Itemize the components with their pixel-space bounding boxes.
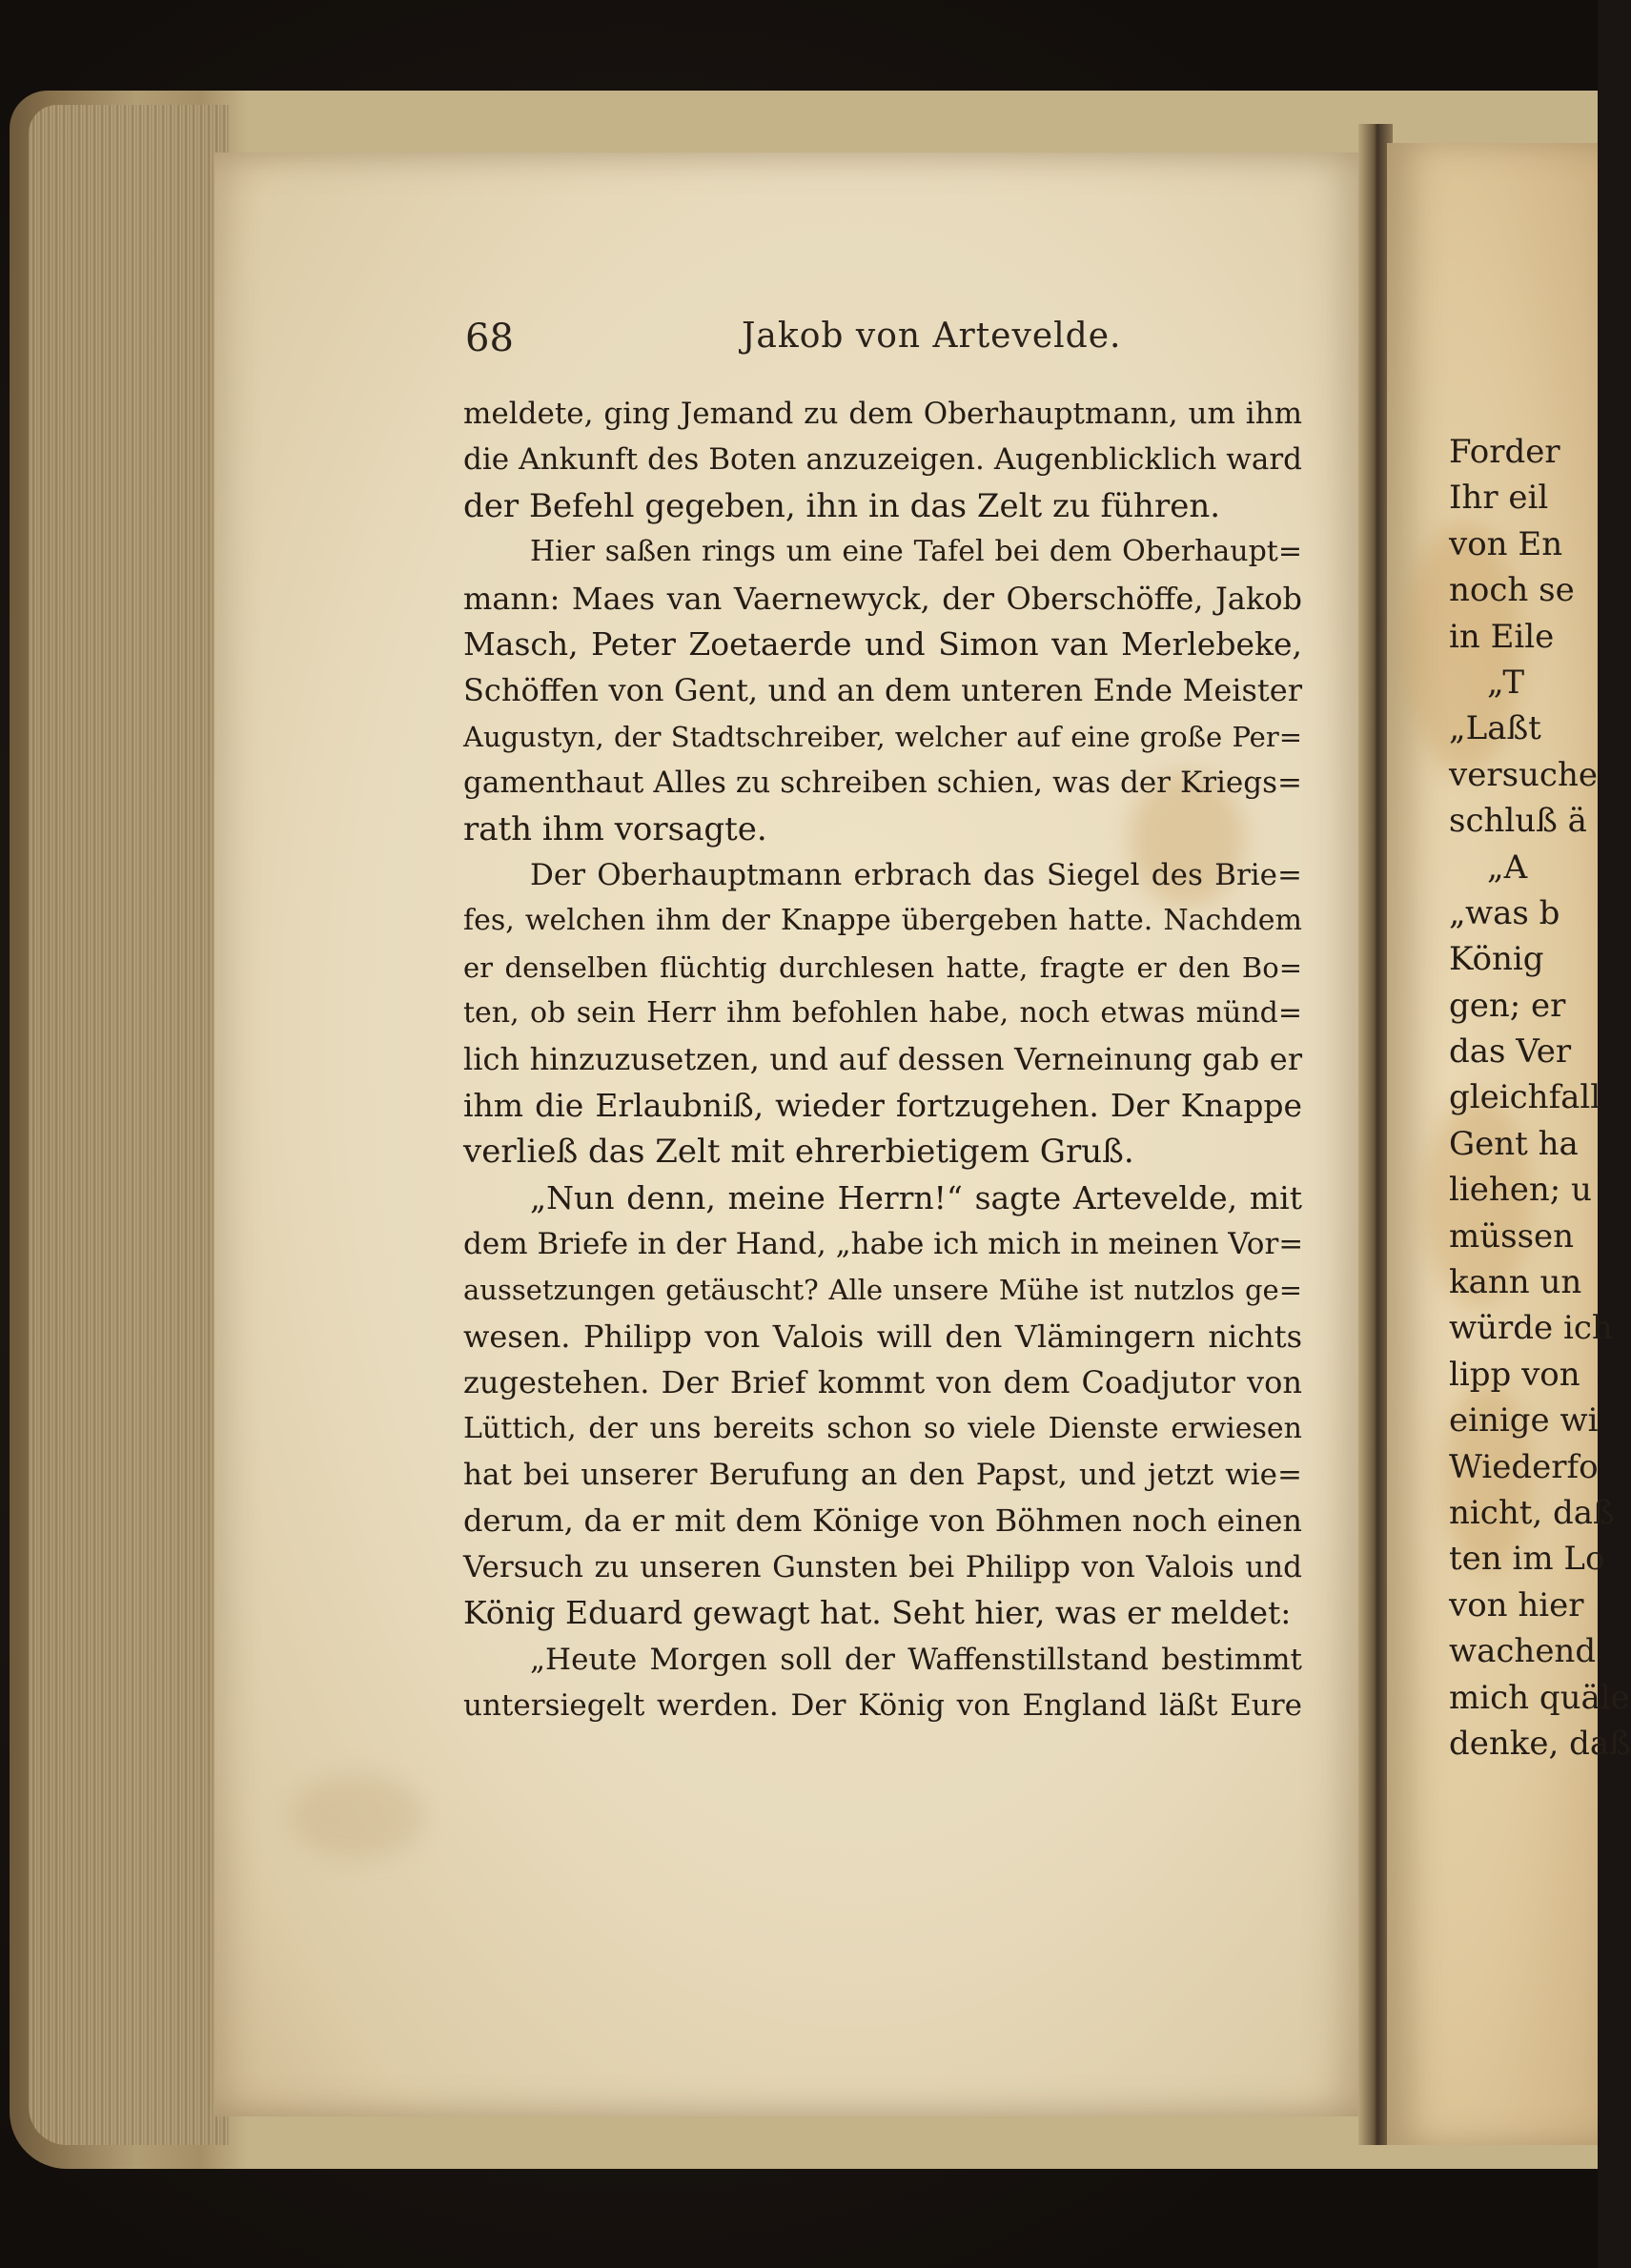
text-line: Augustyn, der Stadtschreiber, welcher auf eine große Per= [463,720,1302,753]
text-line: von En [1449,524,1563,563]
text-line: versuche [1449,755,1598,794]
text-line: Der Oberhauptmann erbrach das Siegel des Brie= [530,857,1302,892]
text-line: gen; er [1449,986,1566,1025]
text-line: kann un [1449,1263,1582,1302]
text-line: der Befehl gegeben, ihn in das Zelt zu führen. [463,486,1221,525]
text-line: Hier saßen rings um eine Tafel bei dem Oberhaupt= [530,535,1302,569]
running-head: Jakob von Artevelde. [742,317,1122,356]
text-line: lich hinzuzusetzen, und auf dessen Verneinung gab er [463,1041,1302,1078]
text-line: König [1449,940,1544,979]
text-line: untersiegelt werden. Der König von England läßt Eure [463,1687,1302,1723]
text-line: „A [1487,848,1528,887]
text-line: Masch, Peter Zoetaerde und Simon van Merlebeke, [463,624,1302,663]
text-line: müssen [1449,1216,1575,1256]
text-line: Versuch zu unseren Gunsten bei Philipp von Valois und [463,1549,1302,1584]
text-line: würde ich [1449,1309,1613,1348]
text-line: mich quäle [1449,1678,1630,1717]
page-number: 68 [465,317,514,360]
left-page-text [463,391,1302,1728]
text-line: König Eduard gewagt hat. Seht hier, was er meldet: [463,1594,1292,1632]
foxing-stain [291,1773,424,1859]
text-line: von hier [1449,1585,1584,1624]
text-line: ihm die Erlaubniß, wieder fortzugehen. Der Knappe [463,1086,1302,1124]
text-line: nicht, daß [1449,1493,1615,1532]
text-line: schluß ä [1449,802,1587,841]
text-line: derum, da er mit dem Könige von Böhmen noch einen [463,1502,1302,1540]
text-line: einige wi [1449,1401,1599,1440]
text-line: er denselben flüchtig durchlesen hatte, fragte er den Bo= [463,950,1302,984]
text-line: fes, welchen ihm der Knappe übergeben hatte. Nachdem [463,904,1302,938]
text-line: mann: Maes van Vaernewyck, der Oberschöffe, Jakob [463,580,1302,617]
text-line: Ihr eil [1449,479,1549,518]
text-line: „Laßt [1449,709,1541,748]
text-line: Lüttich, der uns bereits schon so viele Dienste erwiesen [463,1411,1302,1445]
text-line: gleichfall [1449,1078,1601,1117]
page-edges [29,105,229,2145]
text-line: „Heute Morgen soll der Waffenstillstand bestimmt [530,1642,1302,1677]
text-line: wesen. Philipp von Valois will den Vlämingern nichts [463,1318,1302,1355]
text-line: „Nun denn, meine Herrn!“ sagte Artevelde, mit [530,1178,1302,1216]
text-line: das Ver [1449,1032,1572,1072]
text-line: noch se [1449,571,1575,610]
text-line: liehen; u [1449,1171,1592,1210]
text-line: meldete, ging Jemand zu dem Oberhauptmann, um ihm [463,397,1302,431]
text-line: rath ihm vorsagte. [463,809,767,848]
text-line: aussetzungen getäuscht? Alle unsere Mühe ist nutzlos ge= [463,1274,1302,1307]
text-line: ten, ob sein Herr ihm befohlen habe, noch etwas münd= [463,996,1302,1031]
text-line: hat bei unserer Berufung an den Papst, und jetzt wie= [463,1457,1302,1492]
page-header [465,317,1314,364]
text-line: wachend [1449,1632,1597,1671]
text-line: lipp von [1449,1355,1580,1394]
text-line: „was b [1449,893,1560,932]
text-line: Wiederfo [1449,1447,1599,1486]
text-line: Forder [1449,433,1560,471]
text-line: zugestehen. Der Brief kommt von dem Coadjutor von [463,1364,1302,1401]
text-line: dem Briefe in der Hand, „habe ich mich in meinen Vor= [463,1227,1304,1262]
text-line: Schöffen von Gent, und an dem unteren Ende Meister [463,672,1302,709]
text-line: Gent ha [1449,1124,1579,1163]
text-line: denke, daß [1449,1724,1631,1763]
text-line: in Eile [1449,617,1555,656]
text-line: ten im Lo [1449,1540,1605,1579]
right-page-text [1449,429,1631,1767]
text-line: gamenthaut Alles zu schreiben schien, was der Kriegs= [463,766,1302,801]
text-line: die Ankunft des Boten anzuzeigen. Augenblicklich ward [463,442,1302,478]
text-line: verließ das Zelt mit ehrerbietigem Gruß. [463,1133,1134,1172]
text-line: „T [1487,663,1525,702]
